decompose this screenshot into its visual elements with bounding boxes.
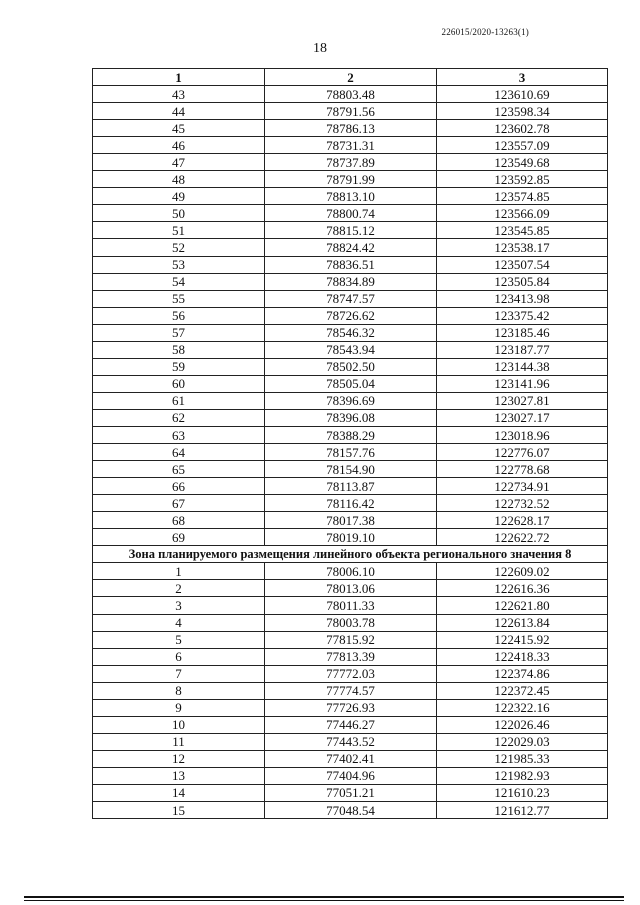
y-coordinate-cell: 122622.72: [437, 529, 608, 546]
x-coordinate-cell: 78113.87: [265, 478, 437, 495]
table-row: [93, 631, 608, 648]
table-row: [93, 290, 608, 307]
bottom-rule: [24, 896, 624, 898]
x-coordinate-cell: 78800.74: [265, 205, 437, 222]
table-row: [93, 256, 608, 273]
coordinates-table: [92, 68, 608, 819]
x-coordinate-cell: 78546.32: [265, 324, 437, 341]
table-row: [93, 512, 608, 529]
table-row: [93, 767, 608, 784]
point-number-cell: 49: [93, 188, 265, 205]
x-coordinate-cell: 77726.93: [265, 699, 437, 716]
point-number-cell: 14: [93, 784, 265, 801]
x-coordinate-cell: 78791.56: [265, 103, 437, 120]
x-coordinate-cell: 78011.33: [265, 597, 437, 614]
y-coordinate-cell: 123574.85: [437, 188, 608, 205]
x-coordinate-cell: 78505.04: [265, 375, 437, 392]
point-number-cell: 67: [93, 495, 265, 512]
table-row: [93, 120, 608, 137]
x-coordinate-cell: 78543.94: [265, 341, 437, 358]
table-row: [93, 597, 608, 614]
x-coordinate-cell: 77048.54: [265, 802, 437, 819]
point-number-cell: 11: [93, 733, 265, 750]
y-coordinate-cell: 123598.34: [437, 103, 608, 120]
x-coordinate-cell: 78388.29: [265, 426, 437, 443]
x-coordinate-cell: 78006.10: [265, 563, 437, 580]
x-coordinate-cell: 78791.99: [265, 171, 437, 188]
y-coordinate-cell: 121612.77: [437, 802, 608, 819]
column-header-point: 1: [93, 69, 265, 86]
y-coordinate-cell: 123375.42: [437, 307, 608, 324]
point-number-cell: 48: [93, 171, 265, 188]
table-row: [93, 733, 608, 750]
table-row: [93, 154, 608, 171]
y-coordinate-cell: 123018.96: [437, 426, 608, 443]
point-number-cell: 69: [93, 529, 265, 546]
table-row: [93, 665, 608, 682]
table-row: [93, 222, 608, 239]
point-number-cell: 53: [93, 256, 265, 273]
y-coordinate-cell: 123187.77: [437, 341, 608, 358]
point-number-cell: 43: [93, 86, 265, 103]
point-number-cell: 59: [93, 358, 265, 375]
point-number-cell: 65: [93, 461, 265, 478]
y-coordinate-cell: 122415.92: [437, 631, 608, 648]
table-row: [93, 478, 608, 495]
x-coordinate-cell: 78815.12: [265, 222, 437, 239]
point-number-cell: 66: [93, 478, 265, 495]
y-coordinate-cell: 122613.84: [437, 614, 608, 631]
x-coordinate-cell: 77404.96: [265, 767, 437, 784]
point-number-cell: 61: [93, 392, 265, 409]
document-number: 226015/2020-13263(1): [441, 27, 529, 37]
x-coordinate-cell: 78116.42: [265, 495, 437, 512]
y-coordinate-cell: 123602.78: [437, 120, 608, 137]
x-coordinate-cell: 78786.13: [265, 120, 437, 137]
point-number-cell: 60: [93, 375, 265, 392]
y-coordinate-cell: 122616.36: [437, 580, 608, 597]
y-coordinate-cell: 123549.68: [437, 154, 608, 171]
zone-title-row: [93, 546, 608, 563]
point-number-cell: 64: [93, 444, 265, 461]
table-row: [93, 426, 608, 443]
y-coordinate-cell: 123144.38: [437, 358, 608, 375]
x-coordinate-cell: 78834.89: [265, 273, 437, 290]
point-number-cell: 2: [93, 580, 265, 597]
x-coordinate-cell: 77772.03: [265, 665, 437, 682]
x-coordinate-cell: 78813.10: [265, 188, 437, 205]
point-number-cell: 68: [93, 512, 265, 529]
y-coordinate-cell: 123557.09: [437, 137, 608, 154]
table-row: [93, 103, 608, 120]
point-number-cell: 44: [93, 103, 265, 120]
y-coordinate-cell: 122732.52: [437, 495, 608, 512]
y-coordinate-cell: 123610.69: [437, 86, 608, 103]
point-number-cell: 6: [93, 648, 265, 665]
x-coordinate-cell: 78726.62: [265, 307, 437, 324]
x-coordinate-cell: 78396.69: [265, 392, 437, 409]
y-coordinate-cell: 121610.23: [437, 784, 608, 801]
y-coordinate-cell: 123185.46: [437, 324, 608, 341]
x-coordinate-cell: 78019.10: [265, 529, 437, 546]
table-row: [93, 580, 608, 597]
point-number-cell: 8: [93, 682, 265, 699]
y-coordinate-cell: 121982.93: [437, 767, 608, 784]
point-number-cell: 15: [93, 802, 265, 819]
x-coordinate-cell: 77402.41: [265, 750, 437, 767]
y-coordinate-cell: 122026.46: [437, 716, 608, 733]
table-row: [93, 273, 608, 290]
point-number-cell: 50: [93, 205, 265, 222]
x-coordinate-cell: 78017.38: [265, 512, 437, 529]
y-coordinate-cell: 123141.96: [437, 375, 608, 392]
y-coordinate-cell: 122374.86: [437, 665, 608, 682]
y-coordinate-cell: 122776.07: [437, 444, 608, 461]
x-coordinate-cell: 78747.57: [265, 290, 437, 307]
point-number-cell: 1: [93, 563, 265, 580]
point-number-cell: 54: [93, 273, 265, 290]
table-row: [93, 358, 608, 375]
page-number: 18: [313, 41, 327, 56]
table-row: [93, 392, 608, 409]
point-number-cell: 5: [93, 631, 265, 648]
y-coordinate-cell: 123538.17: [437, 239, 608, 256]
x-coordinate-cell: 78803.48: [265, 86, 437, 103]
point-number-cell: 57: [93, 324, 265, 341]
point-number-cell: 56: [93, 307, 265, 324]
table-row: [93, 188, 608, 205]
table-body-part1: [93, 86, 608, 546]
x-coordinate-cell: 78003.78: [265, 614, 437, 631]
y-coordinate-cell: 123507.54: [437, 256, 608, 273]
point-number-cell: 47: [93, 154, 265, 171]
table-row: [93, 239, 608, 256]
y-coordinate-cell: 122372.45: [437, 682, 608, 699]
table-row: [93, 461, 608, 478]
x-coordinate-cell: 77443.52: [265, 733, 437, 750]
point-number-cell: 13: [93, 767, 265, 784]
column-header-x: 2: [265, 69, 437, 86]
point-number-cell: 62: [93, 409, 265, 426]
zone-title: Зона планируемого размещения линейного объекта регионального значения 8: [93, 546, 608, 563]
point-number-cell: 45: [93, 120, 265, 137]
table-row: [93, 341, 608, 358]
y-coordinate-cell: 123545.85: [437, 222, 608, 239]
table-row: [93, 614, 608, 631]
point-number-cell: 63: [93, 426, 265, 443]
table-row: [93, 699, 608, 716]
point-number-cell: 58: [93, 341, 265, 358]
table-row: [93, 409, 608, 426]
table-row: [93, 324, 608, 341]
x-coordinate-cell: 78154.90: [265, 461, 437, 478]
table-row: [93, 137, 608, 154]
table-row: [93, 784, 608, 801]
table-row: [93, 529, 608, 546]
x-coordinate-cell: 77774.57: [265, 682, 437, 699]
y-coordinate-cell: 123592.85: [437, 171, 608, 188]
table-row: [93, 682, 608, 699]
x-coordinate-cell: 78157.76: [265, 444, 437, 461]
point-number-cell: 7: [93, 665, 265, 682]
table-row: [93, 802, 608, 819]
zone-section: [93, 546, 608, 563]
table-row: [93, 86, 608, 103]
y-coordinate-cell: 122609.02: [437, 563, 608, 580]
bottom-rule-thin: [24, 900, 624, 901]
y-coordinate-cell: 122418.33: [437, 648, 608, 665]
table-row: [93, 716, 608, 733]
y-coordinate-cell: 123566.09: [437, 205, 608, 222]
x-coordinate-cell: 77813.39: [265, 648, 437, 665]
y-coordinate-cell: 123413.98: [437, 290, 608, 307]
y-coordinate-cell: 123027.17: [437, 409, 608, 426]
table-row: [93, 648, 608, 665]
point-number-cell: 9: [93, 699, 265, 716]
table-row: [93, 750, 608, 767]
y-coordinate-cell: 123027.81: [437, 392, 608, 409]
table-row: [93, 171, 608, 188]
x-coordinate-cell: 78824.42: [265, 239, 437, 256]
x-coordinate-cell: 78836.51: [265, 256, 437, 273]
y-coordinate-cell: 122322.16: [437, 699, 608, 716]
point-number-cell: 55: [93, 290, 265, 307]
point-number-cell: 4: [93, 614, 265, 631]
x-coordinate-cell: 77815.92: [265, 631, 437, 648]
point-number-cell: 52: [93, 239, 265, 256]
table-row: [93, 375, 608, 392]
point-number-cell: 10: [93, 716, 265, 733]
y-coordinate-cell: 123505.84: [437, 273, 608, 290]
point-number-cell: 46: [93, 137, 265, 154]
table-row: [93, 444, 608, 461]
y-coordinate-cell: 122734.91: [437, 478, 608, 495]
x-coordinate-cell: 77446.27: [265, 716, 437, 733]
y-coordinate-cell: 122029.03: [437, 733, 608, 750]
table-row: [93, 563, 608, 580]
table-header-row: [93, 69, 608, 86]
x-coordinate-cell: 78396.08: [265, 409, 437, 426]
y-coordinate-cell: 122628.17: [437, 512, 608, 529]
point-number-cell: 12: [93, 750, 265, 767]
y-coordinate-cell: 122621.80: [437, 597, 608, 614]
table-body-part2: [93, 563, 608, 819]
x-coordinate-cell: 78731.31: [265, 137, 437, 154]
x-coordinate-cell: 77051.21: [265, 784, 437, 801]
point-number-cell: 3: [93, 597, 265, 614]
x-coordinate-cell: 78013.06: [265, 580, 437, 597]
table-row: [93, 307, 608, 324]
column-header-y: 3: [437, 69, 608, 86]
x-coordinate-cell: 78737.89: [265, 154, 437, 171]
point-number-cell: 51: [93, 222, 265, 239]
table-row: [93, 495, 608, 512]
y-coordinate-cell: 122778.68: [437, 461, 608, 478]
y-coordinate-cell: 121985.33: [437, 750, 608, 767]
table-row: [93, 205, 608, 222]
x-coordinate-cell: 78502.50: [265, 358, 437, 375]
